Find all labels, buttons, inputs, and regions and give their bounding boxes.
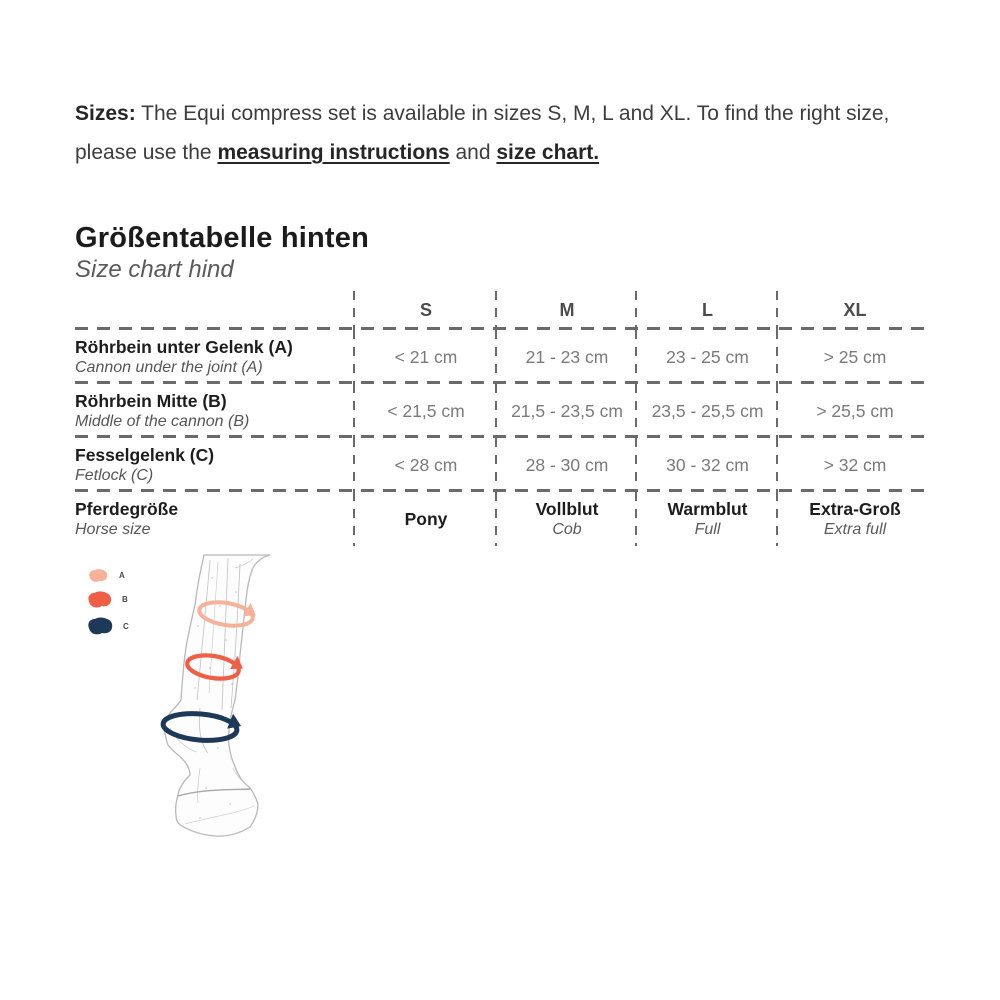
value-cell-m — [497, 492, 637, 546]
horse-size-main: Warmblut — [667, 498, 748, 519]
value-cell-xl: > 25,5 cm — [816, 400, 894, 421]
row-label: Pferdegröße — [75, 498, 179, 519]
column-header-s: S — [355, 291, 497, 330]
intro-text-3: and — [449, 141, 497, 164]
table-row-horse-size — [75, 492, 932, 546]
horse-size-main: Vollblut — [535, 498, 599, 519]
section-subtitle: Size chart hind — [75, 256, 234, 283]
legend-item-a — [86, 568, 129, 583]
row-sublabel: Horse size — [75, 520, 151, 538]
horse-size-main: Extra-Groß — [809, 498, 901, 519]
row-label: Röhrbein Mitte (B) — [75, 390, 227, 411]
leg-outline — [164, 555, 270, 836]
sizes-label: Sizes: — [75, 102, 136, 125]
value-cell-xl — [778, 492, 932, 546]
legend-swatch-b-icon — [86, 590, 113, 609]
intro-paragraph — [75, 94, 960, 172]
value-cell-l: 23 - 25 cm — [637, 330, 778, 384]
size-chart-link[interactable]: size chart. — [496, 141, 600, 164]
table-row-middle-cannon — [75, 384, 932, 438]
row-label-cell — [75, 384, 355, 438]
column-header-measurement — [75, 291, 355, 330]
measurement-legend — [86, 568, 129, 636]
legend-swatch-c-icon — [86, 616, 114, 636]
intro-line-1 — [75, 94, 960, 133]
row-label-cell — [75, 330, 355, 384]
legend-item-c — [86, 616, 129, 636]
intro-text-1: The Equi compress set is available in sizes S, M, L and XL. To find the right size, — [135, 102, 890, 125]
value-cell-s: < 28 cm — [355, 438, 497, 492]
legend-label-a: A — [119, 571, 125, 580]
intro-text-2: please use the — [75, 141, 218, 164]
value-cell-l — [637, 492, 778, 546]
row-label: Röhrbein unter Gelenk (A) — [75, 336, 293, 357]
legend-swatch-a-icon — [86, 568, 110, 583]
row-sublabel: Fetlock (C) — [75, 466, 154, 484]
value-cell-xl: > 25 cm — [823, 346, 887, 367]
row-sublabel: Middle of the cannon (B) — [75, 412, 250, 430]
value-cell-s: < 21 cm — [355, 330, 497, 384]
horse-size-sub: Full — [694, 520, 721, 538]
size-chart-table — [75, 291, 932, 546]
column-header-l: L — [637, 291, 778, 330]
column-header-xl: XL — [843, 300, 867, 320]
column-header-m: M — [497, 291, 637, 330]
value-cell-l: 30 - 32 cm — [637, 438, 778, 492]
measuring-instructions-link[interactable]: measuring instructions — [217, 141, 450, 164]
intro-line-2 — [75, 133, 960, 172]
value-cell-m: 28 - 30 cm — [497, 438, 637, 492]
row-label-cell — [75, 438, 355, 492]
value-cell-xl: > 32 cm — [823, 454, 887, 475]
legend-item-b — [86, 590, 129, 609]
value-cell-m: 21,5 - 23,5 cm — [497, 384, 637, 438]
table-row-cannon-under-joint — [75, 330, 932, 384]
horse-size-sub: Extra full — [823, 520, 887, 538]
horse-hind-leg-illustration — [140, 548, 330, 848]
row-label-cell — [75, 492, 355, 546]
legend-label-b: B — [122, 595, 128, 604]
section-title: Größentabelle hinten — [75, 222, 370, 254]
value-cell-l: 23,5 - 25,5 cm — [637, 384, 778, 438]
value-cell-s: < 21,5 cm — [355, 384, 497, 438]
value-cell-m: 21 - 23 cm — [497, 330, 637, 384]
horse-size-sub: Cob — [552, 520, 582, 538]
table-row-fetlock — [75, 438, 932, 492]
legend-label-c: C — [123, 621, 129, 631]
value-cell-s — [355, 492, 497, 546]
table-header-row — [75, 291, 932, 330]
row-label: Fesselgelenk (C) — [75, 444, 215, 465]
horse-size-main: Pony — [404, 508, 448, 529]
row-sublabel: Cannon under the joint (A) — [75, 358, 263, 376]
